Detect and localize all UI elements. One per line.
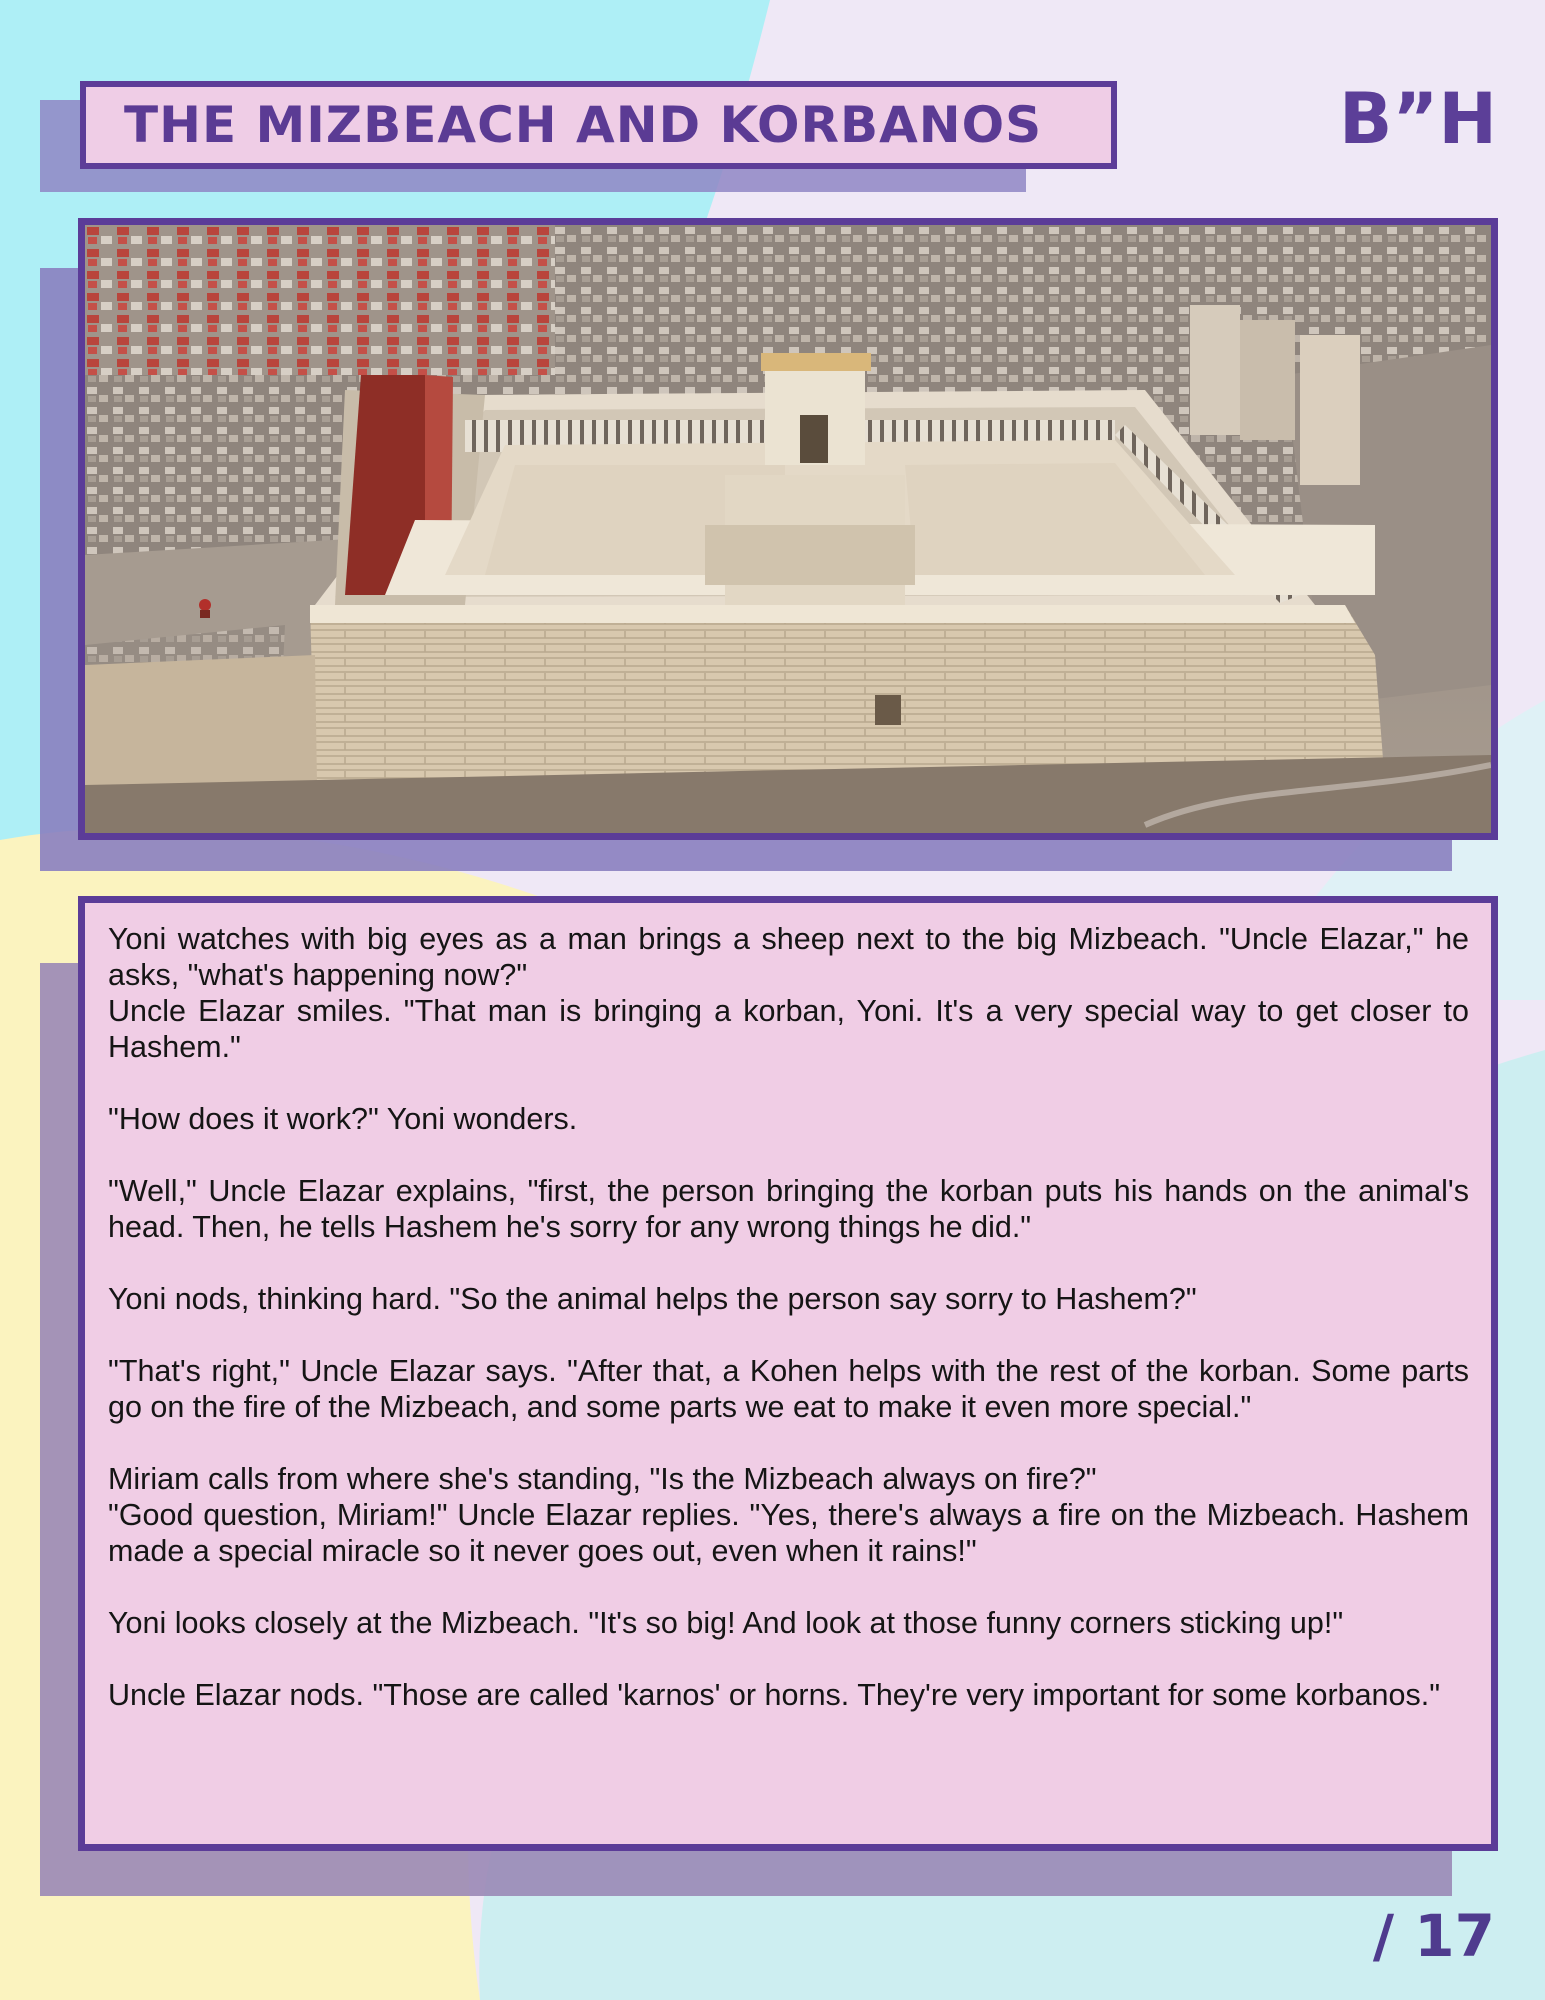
story-paragraph: "That's right," Uncle Elazar says. "After that, a Kohen helps with the rest of the korban. Some parts go on the fire of the Mizbeach, and some parts we eat to make it even more special." xyxy=(108,1354,1469,1424)
story-paragraph: Yoni nods, thinking hard. "So the animal helps the person say sorry to Hashem?" xyxy=(108,1282,1197,1316)
story-paragraph: Yoni watches with big eyes as a man brings a sheep next to the big Mizbeach. "Uncle Elazar," he asks, "what's happening now?" xyxy=(108,922,1469,992)
page-number: / 17 xyxy=(1372,1902,1495,1970)
title-banner xyxy=(80,81,1117,169)
story-panel xyxy=(78,896,1498,1851)
story-paragraph: "Good question, Miriam!" Uncle Elazar replies. "Yes, there's always a fire on the Mizbeach. Hashem made a special miracle so it never goes out, even when it rains!" xyxy=(108,1498,1469,1568)
page-title: THE MIZBEACH AND KORBANOS xyxy=(124,96,1043,154)
story-paragraph: "Well," Uncle Elazar explains, "first, the person bringing the korban puts his hands on the animal's head. Then, he tells Hashem he's sorry for any wrong things he did." xyxy=(108,1174,1469,1244)
story-paragraph: Miriam calls from where she's standing, "Is the Mizbeach always on fire?" xyxy=(108,1462,1097,1496)
temple-model-image xyxy=(78,218,1498,840)
story-paragraph: "How does it work?" Yoni wonders. xyxy=(108,1102,578,1136)
story-paragraph: Yoni looks closely at the Mizbeach. "It's so big! And look at those funny corners sticking up!" xyxy=(108,1606,1344,1640)
story-paragraph: Uncle Elazar smiles. "That man is bringing a korban, Yoni. It's a very special way to get closer to Hashem." xyxy=(108,994,1469,1064)
bh-mark: B”H xyxy=(1339,78,1497,160)
story-paragraph: Uncle Elazar nods. "Those are called 'karnos' or horns. They're very important for some korbanos." xyxy=(108,1678,1441,1712)
